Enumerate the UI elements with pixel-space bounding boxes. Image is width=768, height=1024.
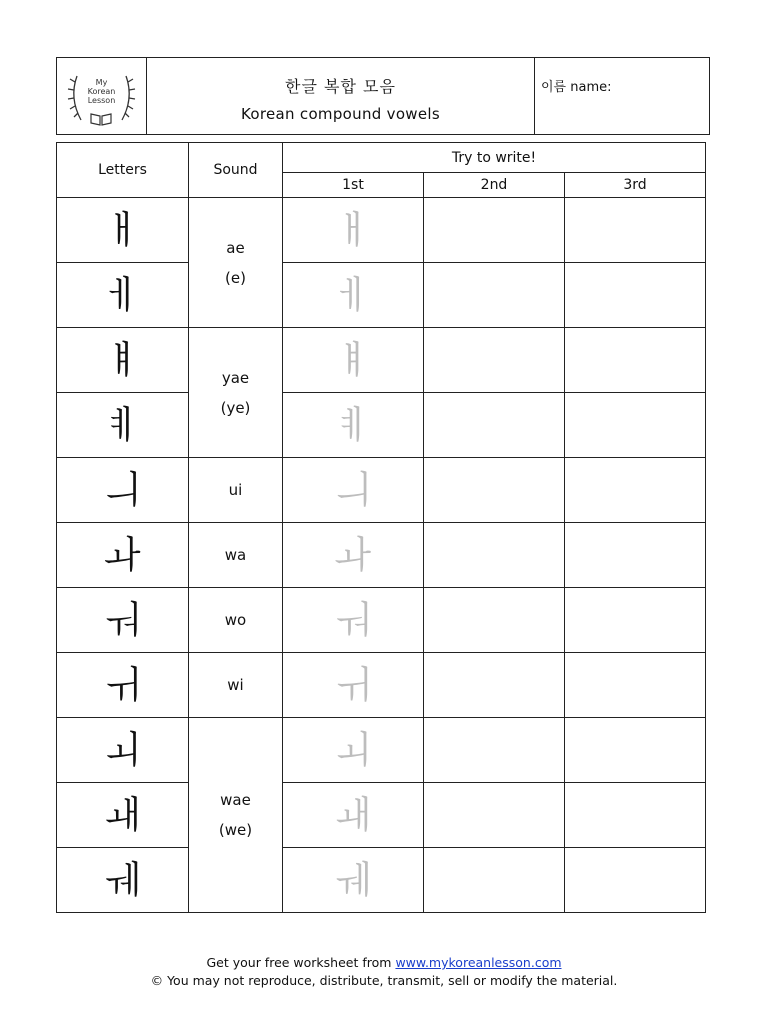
table-row xyxy=(57,523,706,588)
table-row xyxy=(57,263,706,328)
practice-cell-2nd xyxy=(424,393,565,458)
table-row xyxy=(57,783,706,848)
sound-cell xyxy=(189,523,283,588)
table-row xyxy=(57,328,706,393)
logo xyxy=(57,58,147,134)
sound-text: wa xyxy=(224,546,247,564)
trace-letter: ㅞ xyxy=(283,848,424,913)
practice-cell-3rd xyxy=(565,393,706,458)
table-row xyxy=(57,848,706,913)
sound-text: yae xyxy=(221,368,250,387)
vowel-letter: ㅢ xyxy=(57,458,189,523)
practice-cell-3rd xyxy=(565,653,706,718)
sound-text: ui xyxy=(228,481,243,499)
column-header-try: Try to write! xyxy=(283,143,706,173)
vowel-letter: ㅐ xyxy=(57,198,189,263)
practice-cell-2nd xyxy=(424,198,565,263)
sound-text: wi xyxy=(227,676,244,694)
vowel-letter: ㅚ xyxy=(57,718,189,783)
column-header-3rd: 3rd xyxy=(565,173,706,198)
sound-text: ae xyxy=(226,238,245,257)
practice-cell-3rd xyxy=(565,848,706,913)
trace-letter: ㅔ xyxy=(283,263,424,328)
sound-cell xyxy=(189,198,283,328)
trace-letter: ㅙ xyxy=(283,783,424,848)
logo-text-lesson: Lesson xyxy=(87,96,116,105)
footer xyxy=(0,954,768,990)
practice-cell-3rd xyxy=(565,458,706,523)
vowel-letter: ㅝ xyxy=(57,588,189,653)
practice-cell-3rd xyxy=(565,718,706,783)
sound-text: wo xyxy=(224,611,247,629)
copyright-notice: © You may not reproduce, distribute, transmit, sell or modify the material. xyxy=(150,973,618,988)
logo-text-korean: Korean xyxy=(87,87,116,96)
vowel-letter: ㅟ xyxy=(57,653,189,718)
logo-text-my: My xyxy=(95,78,108,87)
practice-cell-3rd xyxy=(565,328,706,393)
sound-cell xyxy=(189,458,283,523)
sound-text-alt: (ye) xyxy=(220,398,251,417)
trace-letter: ㅐ xyxy=(283,198,424,263)
table-row xyxy=(57,588,706,653)
trace-letter: ㅝ xyxy=(283,588,424,653)
practice-cell-2nd xyxy=(424,588,565,653)
footer-line-1 xyxy=(0,954,768,972)
practice-cell-3rd xyxy=(565,588,706,653)
column-header-2nd: 2nd xyxy=(424,173,565,198)
practice-cell-2nd xyxy=(424,848,565,913)
title-english: Korean compound vowels xyxy=(241,105,440,123)
sound-cell xyxy=(189,653,283,718)
sound-cell xyxy=(189,718,283,913)
practice-cell-2nd xyxy=(424,458,565,523)
trace-letter: ㅟ xyxy=(283,653,424,718)
trace-letter: ㅚ xyxy=(283,718,424,783)
practice-cell-3rd xyxy=(565,198,706,263)
trace-letter: ㅘ xyxy=(283,523,424,588)
practice-cell-2nd xyxy=(424,718,565,783)
sound-cell xyxy=(189,588,283,653)
column-header-1st: 1st xyxy=(283,173,424,198)
practice-cell-2nd xyxy=(424,328,565,393)
column-header-letters: Letters xyxy=(57,143,189,198)
vowel-table xyxy=(56,142,706,913)
vowel-letter: ㅞ xyxy=(57,848,189,913)
table-row xyxy=(57,718,706,783)
footer-prefix: Get your free worksheet from xyxy=(206,955,392,970)
vowel-letter: ㅘ xyxy=(57,523,189,588)
worksheet-header xyxy=(56,57,710,135)
table-row xyxy=(57,198,706,263)
name-field: 이름 name: xyxy=(541,80,612,95)
sound-text: wae xyxy=(220,791,251,809)
practice-cell-3rd xyxy=(565,263,706,328)
practice-cell-2nd xyxy=(424,653,565,718)
practice-cell-2nd xyxy=(424,523,565,588)
vowel-letter: ㅙ xyxy=(57,783,189,848)
column-header-sound: Sound xyxy=(189,143,283,198)
vowel-letter: ㅔ xyxy=(57,263,189,328)
practice-cell-3rd xyxy=(565,783,706,848)
sound-text-alt: (e) xyxy=(225,268,246,287)
practice-cell-2nd xyxy=(424,783,565,848)
vowel-letter: ㅖ xyxy=(57,393,189,458)
website-link[interactable]: www.mykoreanlesson.com xyxy=(395,955,562,970)
trace-letter: ㅒ xyxy=(283,328,424,393)
title-korean: 한글 복합 모음 xyxy=(285,77,396,96)
vowel-letter: ㅒ xyxy=(57,328,189,393)
trace-letter: ㅖ xyxy=(283,393,424,458)
table-row xyxy=(57,458,706,523)
sound-text-alt: (we) xyxy=(218,821,253,839)
practice-cell-3rd xyxy=(565,523,706,588)
title-block xyxy=(147,58,535,134)
trace-letter: ㅢ xyxy=(283,458,424,523)
sound-cell xyxy=(189,328,283,458)
table-row xyxy=(57,653,706,718)
practice-cell-2nd xyxy=(424,263,565,328)
table-row xyxy=(57,393,706,458)
book-icon xyxy=(89,112,113,126)
